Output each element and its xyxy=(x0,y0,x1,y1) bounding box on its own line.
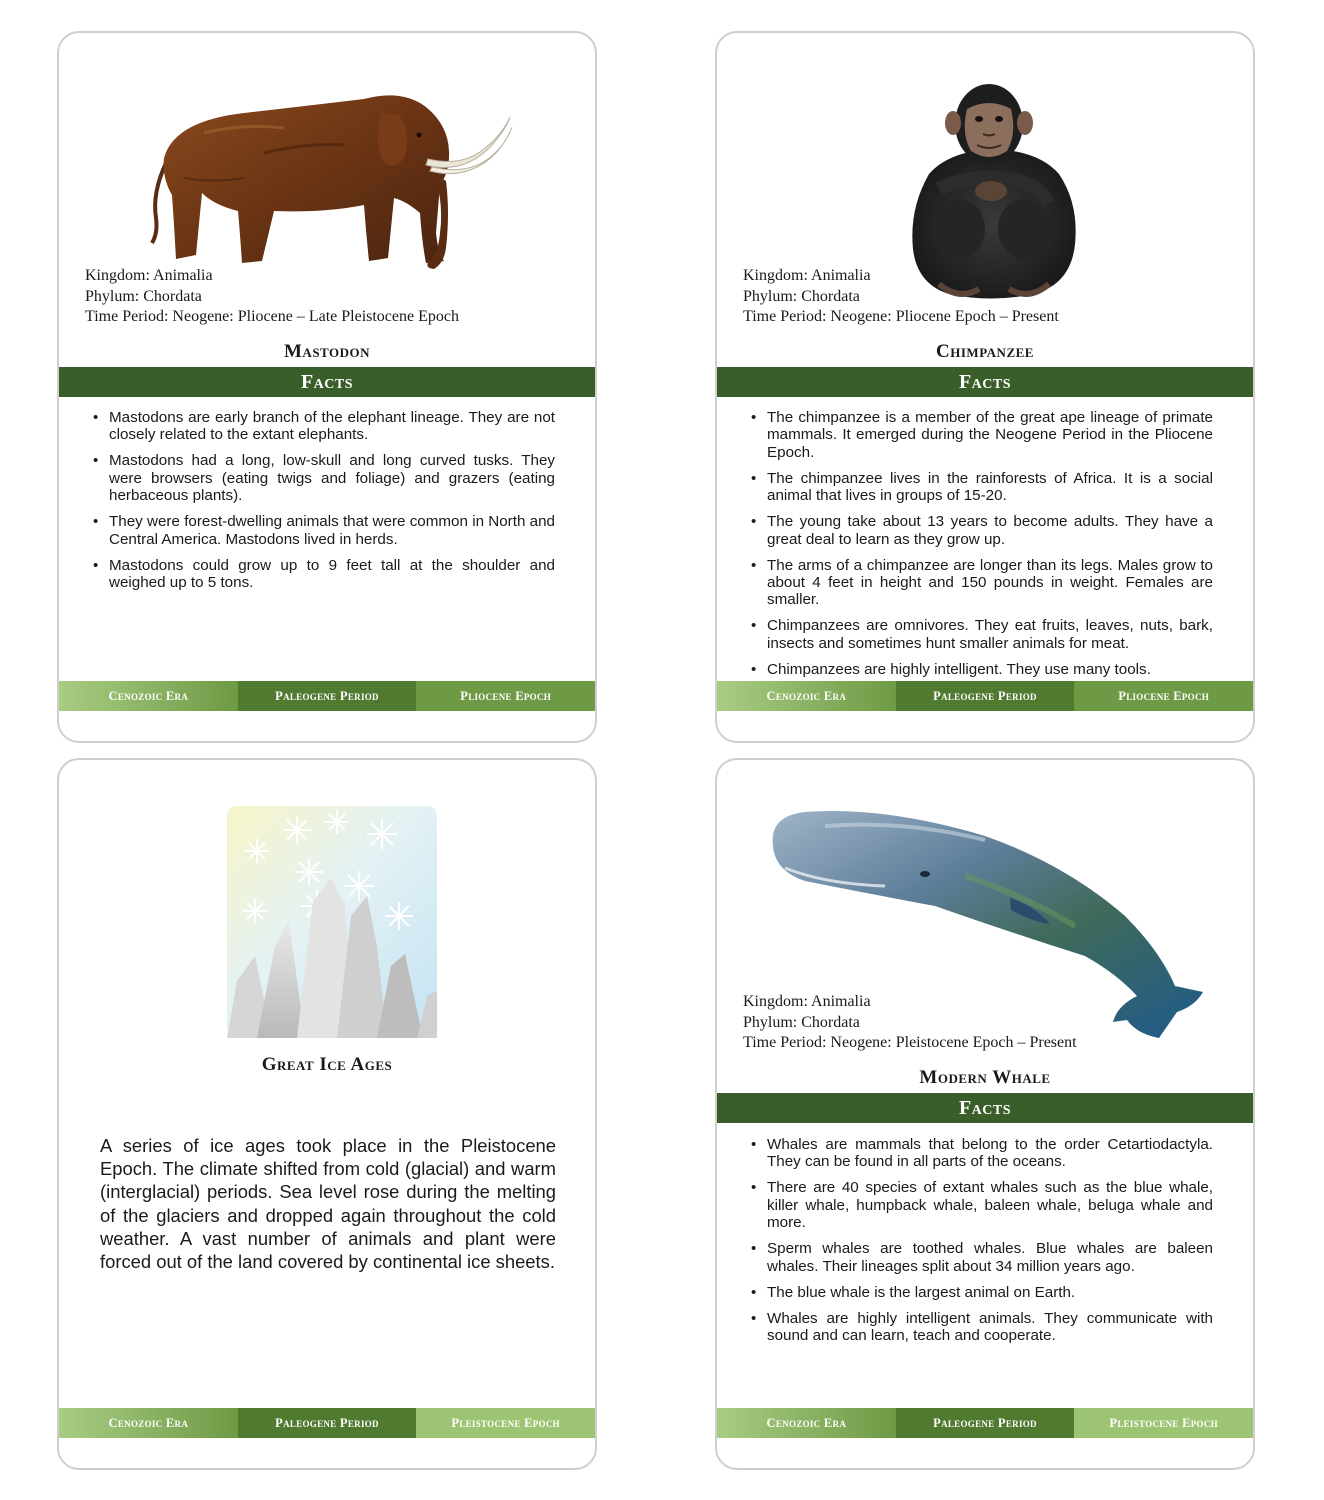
card-title: Mastodon xyxy=(284,341,370,362)
time-period-text: Time Period: Neogene: Pliocene Epoch – Present xyxy=(743,308,1059,325)
fact-item: • The chimpanzee is a member of the great ape lineage of primate mammals. It emerged during the Neogene Period in the Pliocene Epoch. xyxy=(767,409,1213,461)
fact-item: • The blue whale is the largest animal on Earth. xyxy=(767,1284,1213,1301)
era-label: Cenozoic Era xyxy=(717,1408,896,1438)
phylum-text: Phylum: Chordata xyxy=(85,287,202,305)
fact-item: • Whales are highly intelligent animals. They communicate with sound and can learn, teach and cooperate. xyxy=(767,1310,1213,1345)
period-label: Paleogene Period xyxy=(238,681,417,711)
phylum-text: Phylum: Chordata xyxy=(743,1013,860,1031)
facts-heading: Facts xyxy=(717,367,1253,397)
fact-item: • Chimpanzees are highly intelligent. They use many tools. xyxy=(767,661,1213,678)
fact-item: • Mastodons had a long, low-skull and long curved tusks. They were browsers (eating twigs and foliage) and grazers (eating herbaceous plants). xyxy=(109,452,555,504)
time-period-text: Time Period: Neogene: Pleistocene Epoch – Present xyxy=(743,1034,1077,1051)
phylum-text: Phylum: Chordata xyxy=(743,287,860,305)
period-label: Paleogene Period xyxy=(896,1408,1075,1438)
fact-item: • There are 40 species of extant whales such as the blue whale, killer whale, humpback whale, baleen whale, beluga whale and more. xyxy=(767,1179,1213,1231)
epoch-label: Pliocene Epoch xyxy=(416,681,595,711)
fact-item: • Whales are mammals that belong to the order Cetartiodactyla. They can be found in all parts of the oceans. xyxy=(767,1136,1213,1171)
period-bar xyxy=(717,681,1253,711)
card-title: Great Ice Ages xyxy=(261,1054,393,1075)
epoch-label: Pleistocene Epoch xyxy=(416,1408,595,1438)
card-title: Modern Whale xyxy=(919,1067,1051,1088)
era-label: Cenozoic Era xyxy=(59,681,238,711)
epoch-label: Pliocene Epoch xyxy=(1074,681,1253,711)
ice-age-illustration xyxy=(227,806,437,1038)
facts-list xyxy=(109,409,555,600)
card-chimpanzee xyxy=(715,31,1255,743)
period-bar xyxy=(717,1408,1253,1438)
epoch-label: Pleistocene Epoch xyxy=(1074,1408,1253,1438)
fact-item: • Sperm whales are toothed whales. Blue whales are baleen whales. Their lineages split about 34 million years ago. xyxy=(767,1240,1213,1275)
period-bar xyxy=(59,681,595,711)
kingdom-text: Kingdom: Animalia xyxy=(743,267,871,284)
facts-list xyxy=(767,409,1213,687)
era-label: Cenozoic Era xyxy=(59,1408,238,1438)
mastodon-illustration xyxy=(144,83,519,273)
card-title: Chimpanzee xyxy=(936,341,1034,362)
taxonomy-info xyxy=(85,266,459,328)
period-label: Paleogene Period xyxy=(896,681,1075,711)
fact-item: • Chimpanzees are omnivores. They eat fruits, leaves, nuts, bark, insects and sometimes hunt smaller animals for meat. xyxy=(767,617,1213,652)
fact-item: • The chimpanzee lives in the rainforests of Africa. It is a social animal that lives in groups of 15-20. xyxy=(767,470,1213,505)
fact-item: • The young take about 13 years to become adults. They have a great deal to learn as they grow up. xyxy=(767,513,1213,548)
facts-heading: Facts xyxy=(59,367,595,397)
facts-heading: Facts xyxy=(717,1093,1253,1123)
description-text: A series of ice ages took place in the Pleistocene Epoch. The climate shifted from cold (glacial) and warm (interglacial) periods. Sea level rose during the melting of the glaciers and dropped again throughout the cold weather. A vast number of animals and plant were forced out of the land covered by continental ice sheets. xyxy=(100,1135,556,1273)
fact-item: • Mastodons are early branch of the elephant lineage. They are not closely related to the extant elephants. xyxy=(109,409,555,444)
era-label: Cenozoic Era xyxy=(717,681,896,711)
kingdom-text: Kingdom: Animalia xyxy=(85,267,213,284)
card-mastodon xyxy=(57,31,597,743)
time-period-text: Time Period: Neogene: Pliocene – Late Pleistocene Epoch xyxy=(85,308,459,325)
period-label: Paleogene Period xyxy=(238,1408,417,1438)
card-great-ice-ages xyxy=(57,758,597,1470)
taxonomy-info xyxy=(743,266,1059,328)
fact-item: • The arms of a chimpanzee are longer than its legs. Males grow to about 4 feet in height and 150 pounds in weight. Females are smaller. xyxy=(767,557,1213,609)
taxonomy-info xyxy=(743,992,1077,1054)
fact-item: • They were forest-dwelling animals that were common in North and Central America. Mastodons lived in herds. xyxy=(109,513,555,548)
period-bar xyxy=(59,1408,595,1438)
fact-item: • Mastodons could grow up to 9 feet tall at the shoulder and weighed up to 5 tons. xyxy=(109,557,555,592)
facts-list xyxy=(767,1136,1213,1353)
kingdom-text: Kingdom: Animalia xyxy=(743,993,871,1010)
card-modern-whale xyxy=(715,758,1255,1470)
